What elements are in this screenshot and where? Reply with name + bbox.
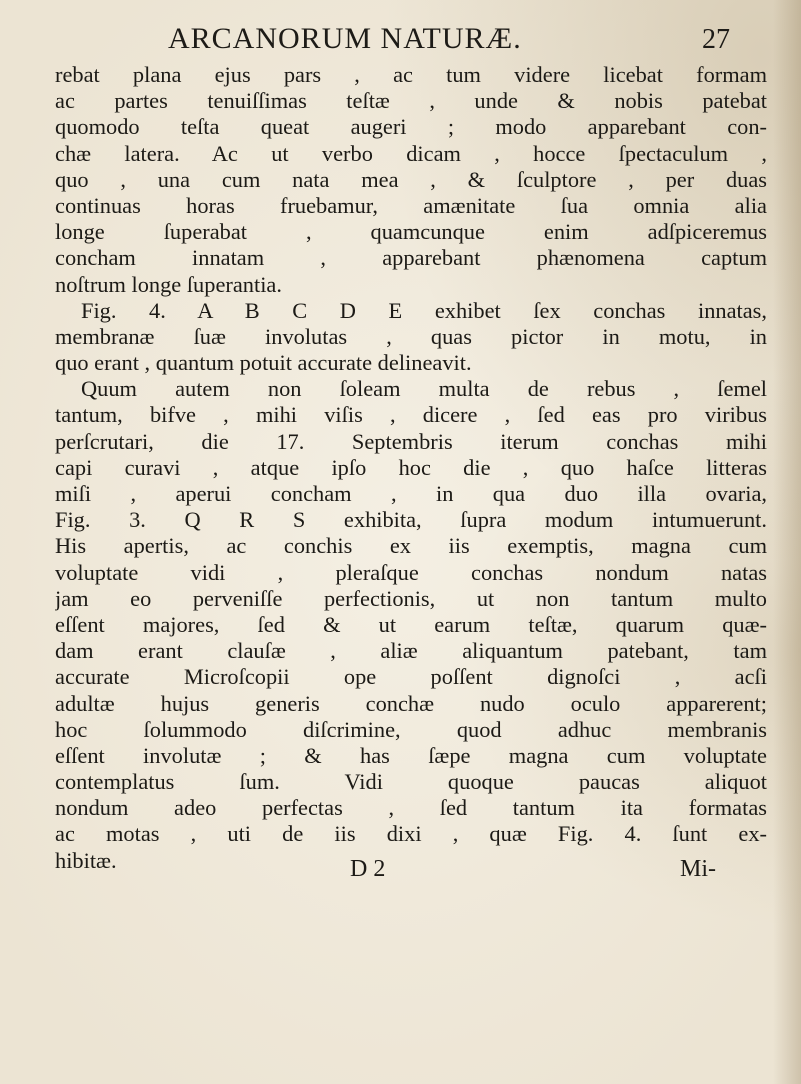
text-line: contemplatus ſum. Vidi quoque paucas aliquot — [55, 769, 767, 795]
text-line: eſſent involutæ ; & has ſæpe magna cum voluptate — [55, 742, 767, 768]
text-line: His apertis, ac conchis ex iis exemptis, magna cum — [55, 533, 767, 559]
text-line: hoc ſolummodo diſcrimine, quod adhuc membranis — [55, 716, 767, 742]
text-line: noſtrum longe ſuperantia. — [55, 271, 282, 297]
text-line: capi curavi , atque ipſo hoc die , quo haſce litteras — [55, 454, 767, 480]
text-line: membranæ ſuæ involutas , quas pictor in motu, in — [55, 323, 767, 349]
page-number: 27 — [702, 24, 730, 55]
text-line: voluptate vidi , pleraſque conchas nondum natas — [55, 559, 767, 585]
text-line: miſi , aperui concham , in qua duo illa ovaria, — [55, 481, 767, 506]
page-header — [0, 10, 801, 55]
text-line: Quum autem non ſoleam multa de rebus , ſemel — [81, 376, 767, 402]
text-line: quo erant , quantum potuit accurate delineavit. — [55, 350, 472, 376]
text-line: hibitæ. — [55, 847, 117, 873]
text-line: perſcrutari, die 17. Septembris iterum conchas mihi — [55, 428, 767, 454]
text-line: concham innatam , apparebant phænomena captum — [55, 245, 767, 271]
text-line: Fig. 4. A B C D E exhibet ſex conchas innatas, — [81, 297, 767, 323]
text-line: quo , una cum nata mea , & ſculptore , per duas — [55, 166, 767, 192]
text-line: Fig. 3. Q R S exhibita, ſupra modum intumuerunt. — [55, 507, 767, 533]
text-line: ac partes tenuiſſimas teſtæ , unde & nobis patebat — [55, 88, 767, 114]
text-line: chæ latera. Ac ut verbo dicam , hocce ſpectaculum , — [55, 140, 767, 166]
text-line: continuas horas fruebamur, amænitate ſua omnia alia — [55, 192, 767, 218]
text-line: eſſent majores, ſed & ut earum teſtæ, quarum quæ- — [55, 611, 767, 637]
text-line: longe ſuperabat , quamcunque enim adſpiceremus — [55, 219, 767, 245]
body-text — [55, 62, 767, 874]
text-line: quomodo teſta queat augeri ; modo apparebant con- — [55, 114, 767, 140]
signature-mark: D 2 — [350, 856, 386, 882]
text-line: nondum adeo perfectas , ſed tantum ita formatas — [55, 795, 767, 821]
text-line: accurate Microſcopii ope poſſent dignoſci , acſi — [55, 664, 767, 690]
text-line: rebat plana ejus pars , ac tum videre licebat formam — [55, 62, 767, 87]
catchword: Mi- — [680, 856, 716, 882]
text-line: tantum, bifve , mihi viſis , dicere , ſed eas pro viribus — [55, 402, 767, 428]
text-line: adultæ hujus generis conchæ nudo oculo apparerent; — [55, 690, 767, 716]
text-line: jam eo perveniſſe perfectionis, ut non tantum multo — [55, 585, 767, 611]
text-line: dam erant clauſæ , aliæ aliquantum patebant, tam — [55, 638, 767, 664]
text-line: ac motas , uti de iis dixi , quæ Fig. 4. ſunt ex- — [55, 821, 767, 847]
page-edge-shadow — [773, 0, 801, 1084]
running-head: ARCANORUM NATURÆ. — [168, 22, 522, 55]
page-footer — [0, 856, 801, 890]
